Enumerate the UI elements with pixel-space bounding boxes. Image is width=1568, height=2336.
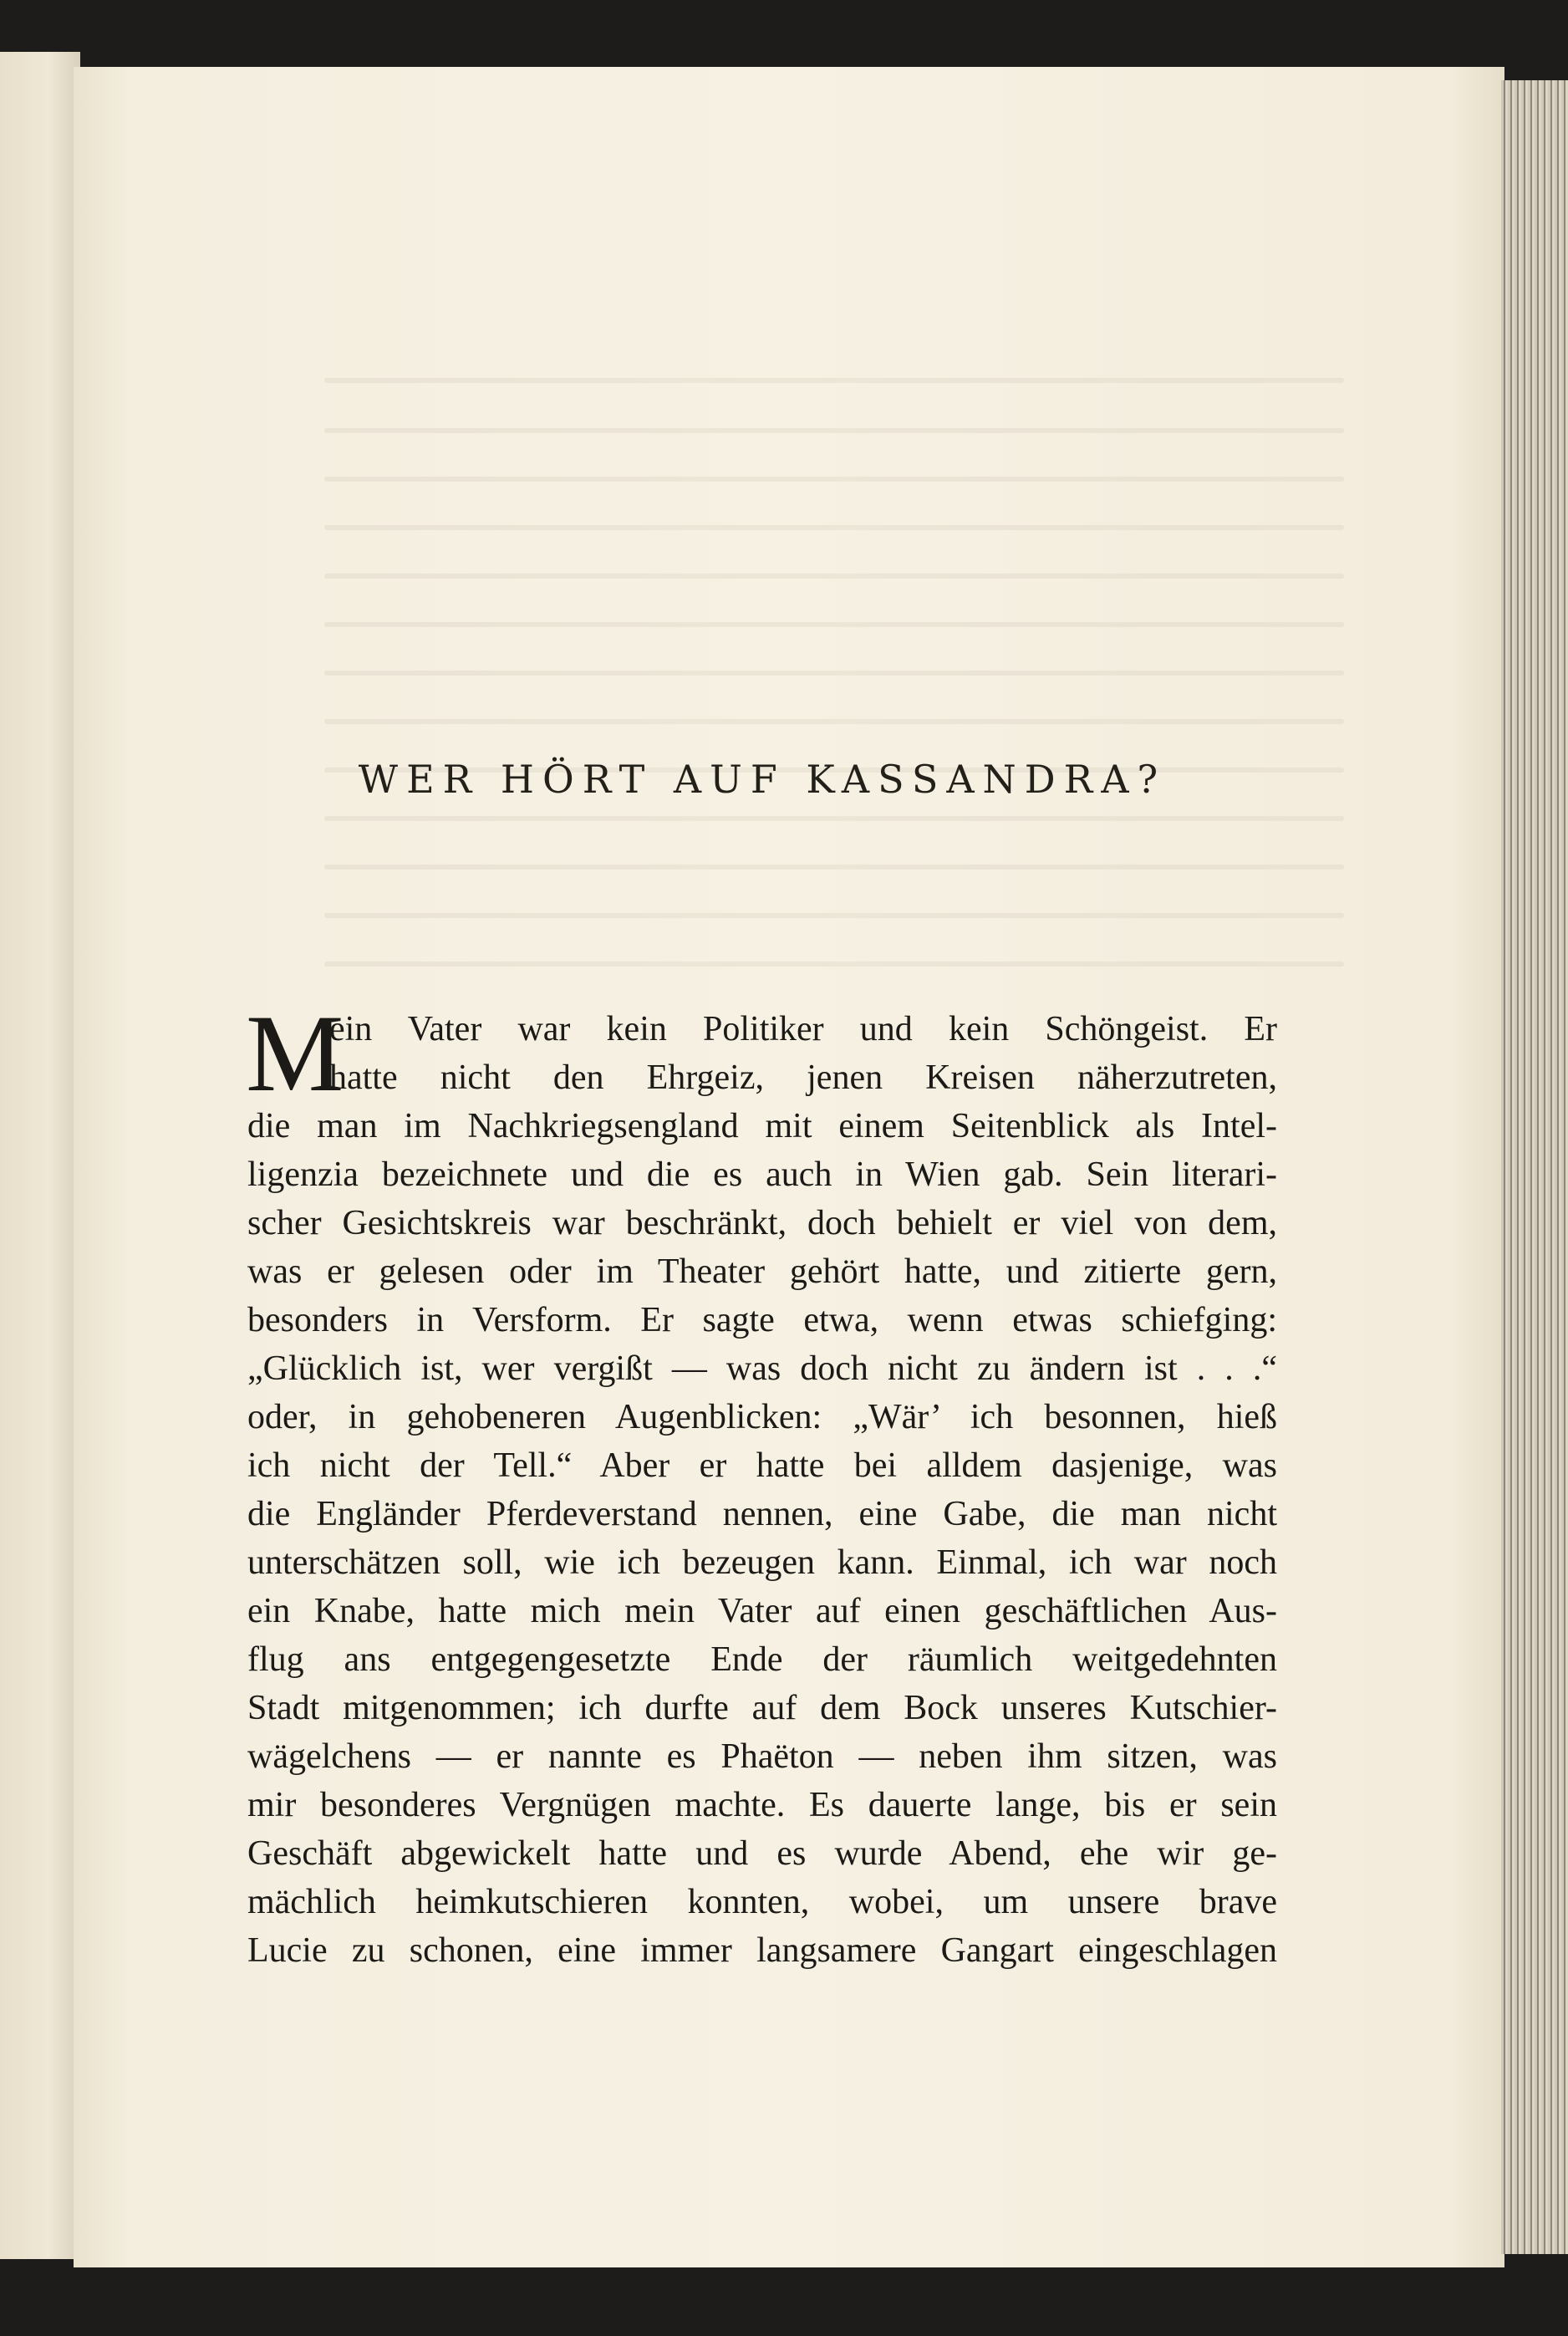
show-through-line xyxy=(324,525,1344,530)
text-line: mächlich heimkutschieren konnten, wobei, um unsere brave xyxy=(247,1883,1277,1921)
text-line: Geschäft abgewickelt hatte und es wurde Abend, ehe wir ge- xyxy=(247,1834,1277,1873)
text-line: scher Gesichtskreis war beschränkt, doch behielt er viel von dem, xyxy=(247,1204,1277,1242)
show-through-line xyxy=(324,477,1344,482)
text-line: oder, in gehobeneren Augenblicken: „Wär’ ich besonnen, hieß xyxy=(247,1398,1277,1436)
text-line: die man im Nachkriegsengland mit einem Seitenblick als Intel- xyxy=(247,1107,1277,1145)
text-line: ein Knabe, hatte mich mein Vater auf einen geschäftlichen Aus- xyxy=(247,1592,1277,1630)
show-through-line xyxy=(324,961,1344,967)
show-through-line xyxy=(324,816,1344,821)
text-line: was er gelesen oder im Theater gehört hatte, und zitierte gern, xyxy=(247,1252,1277,1291)
show-through-line xyxy=(324,671,1344,676)
text-line: hatte nicht den Ehrgeiz, jenen Kreisen näherzutreten, xyxy=(329,1058,1277,1097)
text-line: Lucie zu schonen, eine immer langsamere Gangart eingeschlagen xyxy=(247,1931,1277,1970)
show-through-line xyxy=(324,719,1344,724)
text-line: „Glücklich ist, wer vergißt — was doch nicht zu ändern ist . . .“ xyxy=(247,1349,1277,1388)
left-page-edge xyxy=(0,52,80,2259)
text-line: ligenzia bezeichnete und die es auch in Wien gab. Sein literari- xyxy=(247,1155,1277,1194)
text-line: ich nicht der Tell.“ Aber er hatte bei alldem dasjenige, was xyxy=(247,1446,1277,1485)
show-through-line xyxy=(324,622,1344,627)
drop-cap: M xyxy=(246,992,344,1114)
chapter-heading: WER HÖRT AUF KASSANDRA? xyxy=(358,757,1167,802)
show-through-line xyxy=(324,574,1344,579)
text-line: ein Vater war kein Politiker und kein Schöngeist. Er xyxy=(329,1010,1277,1048)
show-through-line xyxy=(324,865,1344,870)
text-line: besonders in Versform. Er sagte etwa, wenn etwas schiefging: xyxy=(247,1301,1277,1339)
show-through-line xyxy=(324,378,1344,383)
body-text xyxy=(246,992,1277,1975)
text-line: flug ans entgegengesetzte Ende der räumlich weitgedehnten xyxy=(247,1640,1277,1679)
text-line: wägelchens — er nannte es Phaëton — neben ihm sitzen, was xyxy=(247,1737,1277,1776)
text-line: unterschätzen soll, wie ich bezeugen kann. Einmal, ich war noch xyxy=(247,1543,1277,1582)
show-through-line xyxy=(324,913,1344,918)
show-through-line xyxy=(324,428,1344,433)
text-line: die Engländer Pferdeverstand nennen, eine Gabe, die man nicht xyxy=(247,1495,1277,1533)
text-line: Stadt mitgenommen; ich durfte auf dem Bock unseres Kutschier- xyxy=(247,1689,1277,1727)
page-stack-edge xyxy=(1501,80,1568,2254)
text-line: mir besonderes Vergnügen machte. Es dauerte lange, bis er sein xyxy=(247,1786,1277,1824)
